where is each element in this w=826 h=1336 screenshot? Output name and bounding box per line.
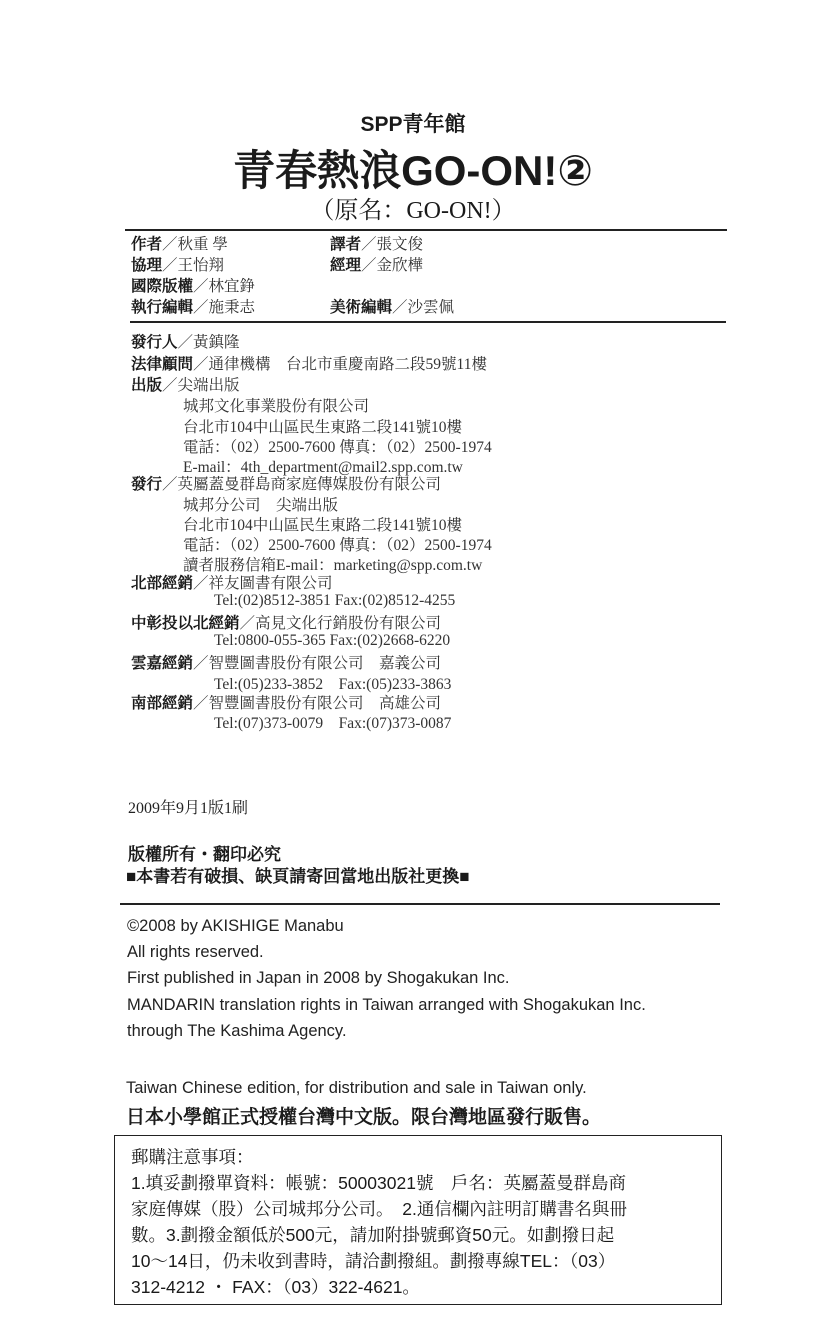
credits-divider bbox=[130, 321, 726, 323]
book-title: 青春熱浪GO-ON!② bbox=[233, 147, 593, 194]
territory-en: Taiwan Chinese edition, for distribution and sale in Taiwan only. bbox=[126, 1079, 587, 1097]
mail-order-line: 家庭傳媒（股）公司城邦分公司。 2.通信欄內註明訂購書名與冊 bbox=[131, 1199, 627, 1219]
rights-notice: 版權所有・翻印必究 bbox=[128, 845, 281, 864]
credit-art-editor: 美術編輯／沙雲佩 bbox=[330, 299, 455, 316]
regional-central: 中彰投以北經銷／高見文化行銷股份有限公司 bbox=[131, 615, 442, 632]
rights-divider bbox=[120, 903, 720, 905]
all-rights-line: All rights reserved. bbox=[127, 943, 264, 961]
regional-north-contact: Tel:(02)8512-3851 Fax:(02)8512-4255 bbox=[214, 592, 456, 609]
regional-south-contact: Tel:(07)373-0079 Fax:(07)373-0087 bbox=[214, 715, 452, 732]
regional-south: 南部經銷／智豐圖書股份有限公司 高雄公司 bbox=[131, 695, 442, 712]
distributor-phone: 電話：（02）2500-7600 傳真：（02）2500-1974 bbox=[183, 537, 492, 554]
legal-counsel-line: 法律顧問／通律機構 台北市重慶南路二段59號11樓 bbox=[131, 356, 487, 373]
credit-label: 國際版權 bbox=[131, 278, 194, 295]
mail-order-box bbox=[114, 1135, 722, 1305]
credit-value: 金欣樺 bbox=[376, 257, 424, 274]
credit-label: 協理 bbox=[131, 257, 163, 274]
publisher-address: 台北市104中山區民生東路二段141號10樓 bbox=[183, 419, 463, 436]
mail-order-line: 312-4212 ・ FAX：（03）322-4621。 bbox=[131, 1277, 420, 1297]
mail-order-line: 10～14日，仍未收到書時，請洽劃撥組。劃撥專線TEL：（03） bbox=[131, 1251, 616, 1271]
credit-associate-manager: 協理／王怡翔 bbox=[131, 257, 225, 274]
edition-date: 2009年9月1版1刷 bbox=[128, 800, 249, 817]
credit-value: 張文俊 bbox=[376, 236, 424, 253]
regional-north: 北部經銷／祥友圖書有限公司 bbox=[131, 575, 333, 592]
credit-translator: 譯者／張文俊 bbox=[330, 236, 424, 253]
credit-label: 經理 bbox=[330, 257, 362, 274]
publisher-email: E-mail：4th_department@mail2.spp.com.tw bbox=[183, 459, 463, 476]
first-published-line: First published in Japan in 2008 by Shogakukan Inc. bbox=[127, 969, 510, 987]
credit-label: 作者 bbox=[131, 236, 163, 253]
distributor-address: 台北市104中山區民生東路二段141號10樓 bbox=[183, 517, 463, 534]
credit-value: 秋重 學 bbox=[177, 236, 228, 253]
publisher-line: 出版／尖端出版 bbox=[131, 377, 240, 394]
credit-value: 沙雲佩 bbox=[407, 299, 455, 316]
distributor-line: 發行／英屬蓋曼群島商家庭傳媒股份有限公司 bbox=[131, 476, 442, 493]
mail-order-line: 1.填妥劃撥單資料：帳號：50003021號 戶名：英屬蓋曼群島商 bbox=[131, 1173, 626, 1193]
original-title: （原名：GO-ON!） bbox=[310, 198, 516, 224]
regional-yunjia: 雲嘉經銷／智豐圖書股份有限公司 嘉義公司 bbox=[131, 655, 442, 672]
title-divider bbox=[125, 229, 727, 231]
regional-yunjia-contact: Tel:(05)233-3852 Fax:(05)233-3863 bbox=[214, 676, 452, 693]
credit-author: 作者／秋重 學 bbox=[131, 236, 228, 253]
credit-exec-editor: 執行編輯／施秉志 bbox=[131, 299, 256, 316]
credit-intl-rights: 國際版權／林宜錚 bbox=[131, 278, 256, 295]
mail-order-line: 數。3.劃撥金額低於500元，請加附掛號郵資50元。如劃撥日起 bbox=[131, 1225, 615, 1245]
regional-central-contact: Tel:0800-055-365 Fax:(02)2668-6220 bbox=[214, 632, 451, 649]
credit-manager: 經理／金欣樺 bbox=[330, 257, 424, 274]
credit-value: 施秉志 bbox=[208, 299, 256, 316]
damage-notice: ■本書若有破損、缺頁請寄回當地出版社更換■ bbox=[126, 867, 470, 886]
credit-label: 美術編輯 bbox=[330, 299, 393, 316]
credit-value: 林宜錚 bbox=[208, 278, 256, 295]
distributor-branch: 城邦分公司 尖端出版 bbox=[183, 497, 339, 514]
publisher-phone: 電話：（02）2500-7600 傳真：（02）2500-1974 bbox=[183, 439, 492, 456]
publisher-company: 城邦文化事業股份有限公司 bbox=[183, 398, 370, 415]
credit-value: 王怡翔 bbox=[177, 257, 225, 274]
credit-label: 譯者 bbox=[330, 236, 362, 253]
territory-zh: 日本小學館正式授權台灣中文版。限台灣地區發行販售。 bbox=[126, 1107, 602, 1128]
credit-label: 執行編輯 bbox=[131, 299, 194, 316]
agency-line: through The Kashima Agency. bbox=[127, 1022, 347, 1040]
series-name: SPP青年館 bbox=[360, 113, 466, 136]
translation-rights-line: MANDARIN translation rights in Taiwan arranged with Shogakukan Inc. bbox=[127, 996, 646, 1014]
mail-order-heading: 郵購注意事項： bbox=[131, 1147, 254, 1167]
reader-service-email: 讀者服務信箱E-mail：marketing@spp.com.tw bbox=[183, 557, 483, 574]
copyright-line: ©2008 by AKISHIGE Manabu bbox=[127, 917, 344, 935]
issuer-line: 發行人／黃鎮隆 bbox=[131, 334, 240, 351]
